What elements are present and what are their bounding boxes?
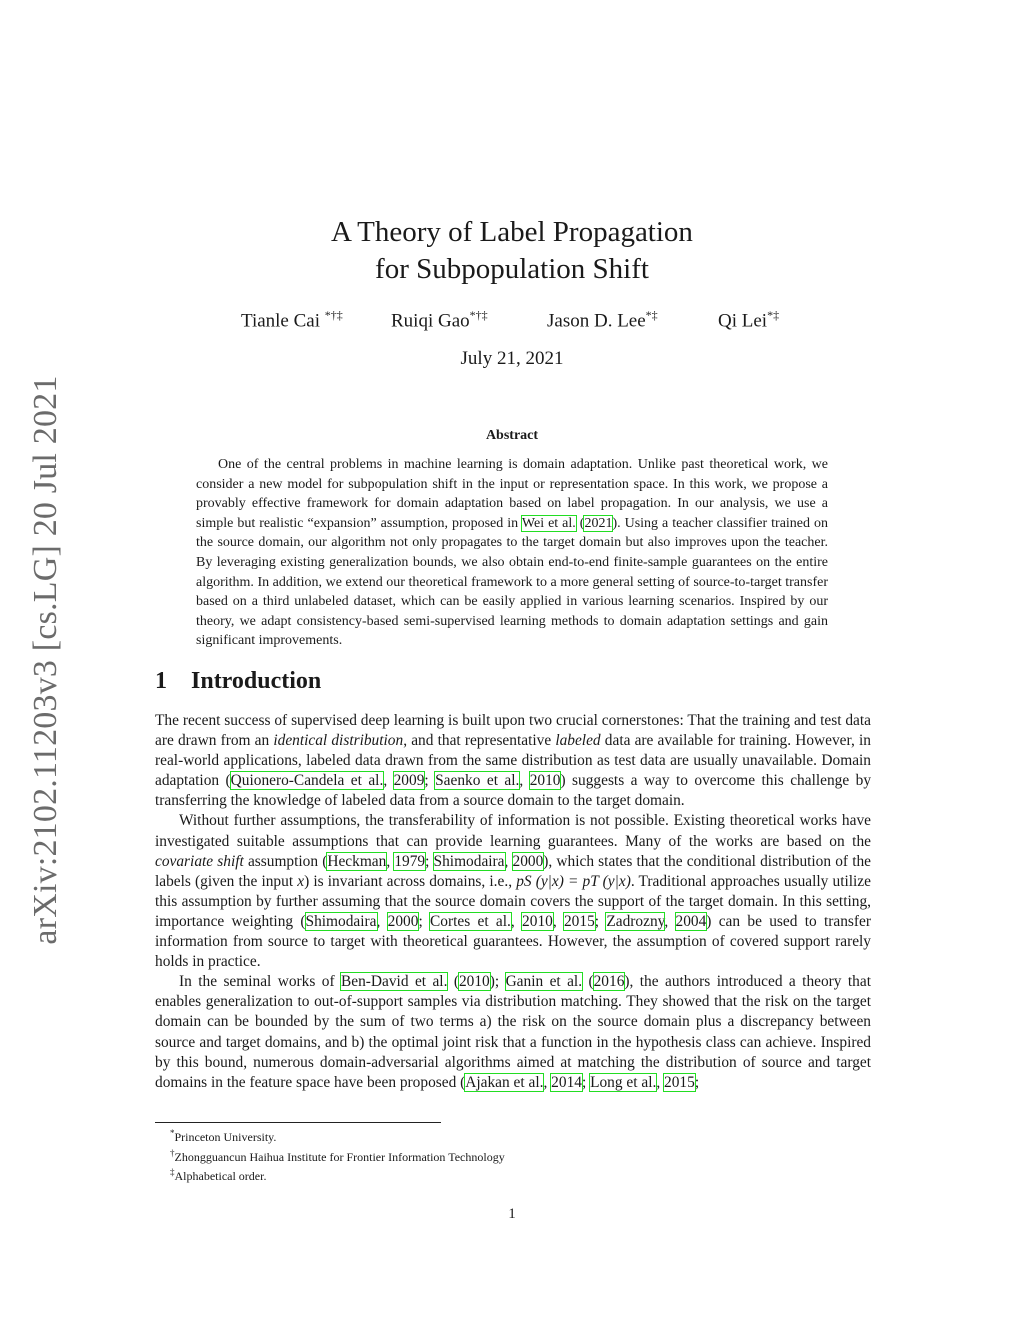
footnote-divider xyxy=(155,1122,441,1123)
paragraph: In the seminal works of Ben-David et al. (2010); Ganin et al. (2016), the authors introduced a theory that enables generalization to out-of-support samples via distribution matching. They showed that the risk on the target domain can be bounded by the sum of two terms a) the risk on the source domain plus a discrepancy between source and target domains, and b) the optimal joint risk that a function in the hypothesis class can achieve. Inspired by this bound, numerous domain-adversarial algorithms aimed at matching the distribution of source and target domains in the feature space have been proposed (Ajakan et al., 2014; Long et al., 2015; xyxy=(155,973,871,1091)
citation-link[interactable]: Zadrozny xyxy=(606,912,665,930)
citation-link[interactable]: 2004 xyxy=(675,912,707,930)
citation-link[interactable]: Ganin et al. xyxy=(505,973,583,991)
citation-link[interactable]: Quionero-Candela et al. xyxy=(230,772,384,790)
citation-link[interactable]: 2016 xyxy=(593,973,625,991)
citation-link[interactable]: 2021 xyxy=(584,515,613,531)
arxiv-identifier: arXiv:2102.11203v3 [cs.LG] 20 Jul 2021 xyxy=(27,375,64,945)
paper-title: A Theory of Label Propagation for Subpopulation Shift xyxy=(331,216,693,285)
math-expression: pS (y|x) = pT (y|x) xyxy=(516,872,631,890)
citation-link[interactable]: Wei et al. xyxy=(521,515,576,531)
author: Ruiqi Gao*†‡ xyxy=(391,308,488,332)
citation-link[interactable]: 1979 xyxy=(394,852,426,870)
page-number: 1 xyxy=(508,1206,516,1222)
citation-link[interactable]: 2015 xyxy=(563,912,595,930)
abstract-text: One of the central problems in machine learning is domain adaptation. Unlike past theoretical work, we consider a new model for subpopulation shift in the input or representation space. In this work, we propose a provably effective framework for domain adaptation based on label propagation. In our analysis, we use a simple but realistic “expansion” assumption, proposed in Wei et al. (2021). Using a teacher classifier trained on the source domain, our algorithm not only propagates to the target domain but also improves upon the teacher. By leveraging existing generalization bounds, we also obtain end-to-end finite-sample guarantees on the entire algorithm. In addition, we extend our theoretical framework to a more general setting of source-to-target transfer based on a third unlabeled dataset, which can be easily applied in various learning scenarios. Inspired by our theory, we adapt consistency-based semi-supervised learning methods to domain adaptation settings and gain significant improvements. xyxy=(196,457,828,649)
footnote: *Princeton University. xyxy=(170,1128,277,1144)
citation-link[interactable]: Shimodaira xyxy=(305,912,377,930)
body-text xyxy=(155,711,871,1093)
footnote: †Zhongguancun Haihua Institute for Frontier Information Technology xyxy=(170,1147,505,1164)
author: Qi Lei*‡ xyxy=(718,308,780,332)
abstract-heading: Abstract xyxy=(485,428,539,443)
author: Jason D. Lee*‡ xyxy=(547,308,658,332)
citation-link[interactable]: Ben-David et al. xyxy=(341,973,448,991)
footnotes xyxy=(155,1126,505,1185)
footnote: ‡Alphabetical order. xyxy=(170,1167,267,1183)
citation-link[interactable]: Cortes et al. xyxy=(430,912,511,930)
citation-link[interactable]: 2000 xyxy=(387,912,419,930)
author: Tianle Cai *†‡ xyxy=(241,308,343,332)
citation-link[interactable]: Heckman xyxy=(327,852,387,870)
citation-link[interactable]: Shimodaira xyxy=(433,852,505,870)
citation-link[interactable]: Ajakan et al. xyxy=(465,1073,544,1091)
citation-link[interactable]: 2014 xyxy=(551,1073,582,1091)
citation-link[interactable]: 2000 xyxy=(512,852,544,870)
citation-link[interactable]: Saenko et al. xyxy=(435,772,520,790)
paragraph: The recent success of supervised deep learning is built upon two crucial cornerstones: That the training and test data are drawn from an identical distribution, and that representative labeled data are available for training. However, in real-world applications, labeled data drawn from the same distribution as test data are usually unavailable. Domain adaptation (Quionero-Candela et al., 2009; Saenko et al., 2010) suggests a way to overcome this challenge by transferring the knowledge of labeled data from a source domain to the target domain. xyxy=(155,712,872,810)
citation-link[interactable]: 2009 xyxy=(393,772,425,790)
citation-link[interactable]: 2010 xyxy=(529,772,561,790)
affiliation-marks: *‡ xyxy=(767,308,780,322)
citation-link[interactable]: 2010 xyxy=(458,973,490,991)
section-heading: 1 Introduction xyxy=(155,668,322,694)
affiliation-marks: *†‡ xyxy=(469,308,488,322)
affiliation-marks: *‡ xyxy=(645,308,658,322)
author-list xyxy=(0,308,1024,334)
affiliation-marks: *†‡ xyxy=(324,308,343,322)
math-expression: x xyxy=(297,872,305,890)
citation-link[interactable]: 2015 xyxy=(664,1073,695,1091)
citation-link[interactable]: Long et al. xyxy=(590,1073,657,1091)
paragraph: Without further assumptions, the transferability of information is not possible. Existing theoretical works have investigated suitable assumptions that can provide learning guarantees. Many of the works are based on the covariate shift assumption (Heckman, 1979; Shimodaira, 2000), which states that the conditional distribution of the labels (given the input x) is invariant across domains, i.e., pS (y|x) = pT (y|x). Traditional approaches usually utilize this assumption by further assuming that the source domain covers the support of the target domain. In this setting, importance weighting (Shimodaira, 2000; Cortes et al., 2010, 2015; Zadrozny, 2004) can be used to transfer information from source to target with theoretical guarantees. However, the assumption of covered support rarely holds in practice. xyxy=(155,812,872,971)
citation-link[interactable]: 2010 xyxy=(522,912,553,930)
publication-date: July 21, 2021 xyxy=(460,348,564,369)
